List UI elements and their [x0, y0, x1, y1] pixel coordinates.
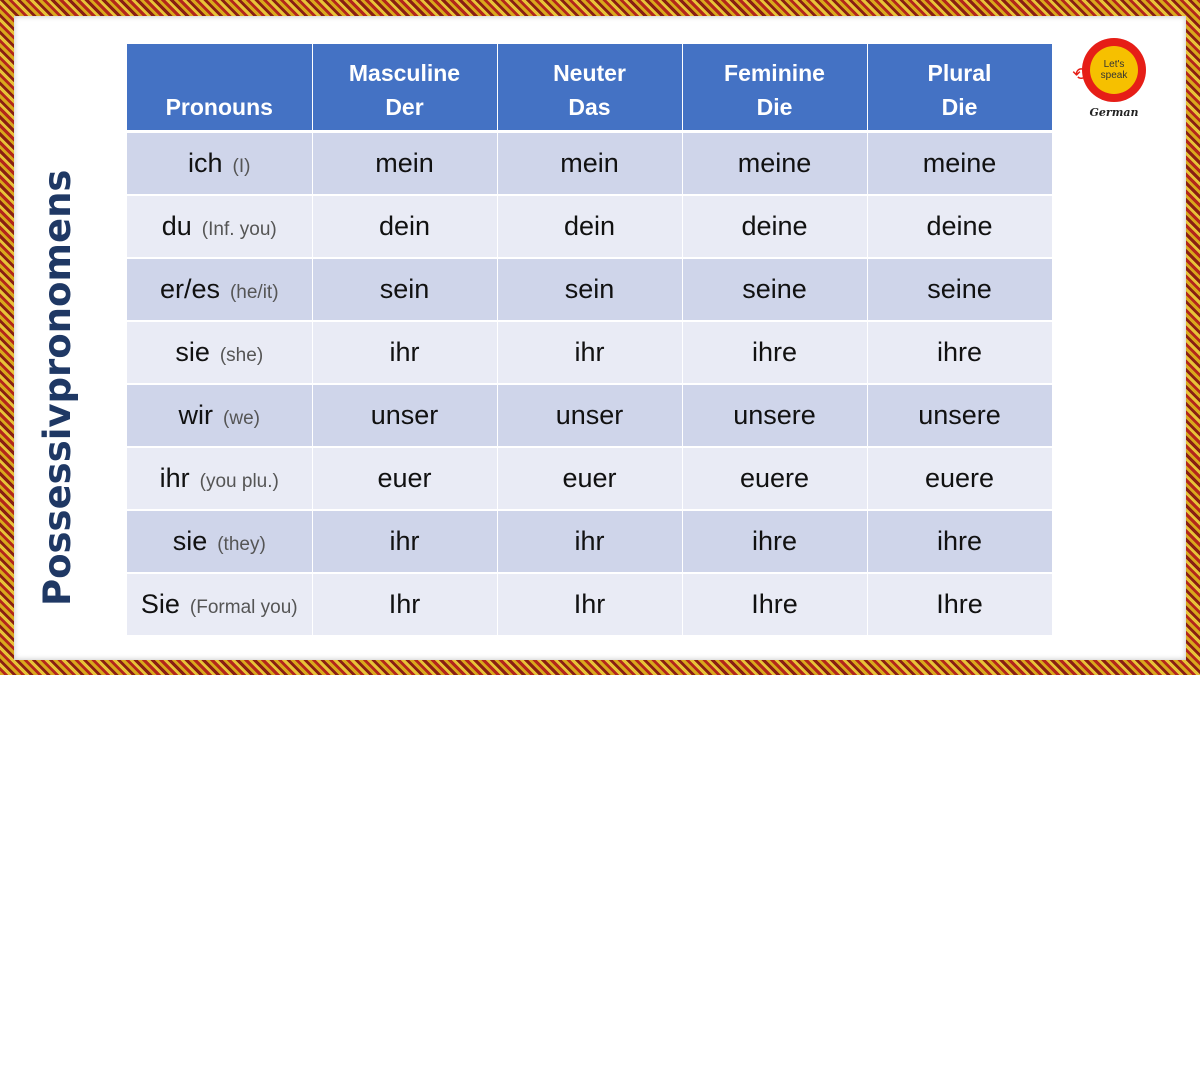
- pronoun-gloss: (we): [223, 408, 260, 429]
- masc-cell: sein: [312, 258, 497, 321]
- table-row: [127, 258, 1052, 321]
- vertical-title: [36, 169, 79, 1086]
- pronoun: sie: [175, 337, 210, 367]
- pronoun-gloss: (you plu.): [199, 471, 279, 492]
- table-row: [127, 132, 1052, 196]
- fem-cell: Ihre: [682, 573, 867, 636]
- pronoun-cell: [127, 321, 312, 384]
- masc-cell: euer: [312, 447, 497, 510]
- table-row: [127, 321, 1052, 384]
- pronoun-gloss: (Inf. you): [201, 219, 277, 240]
- table-row: [127, 447, 1052, 510]
- plural-cell: ihre: [867, 510, 1052, 573]
- pronoun: ich: [188, 148, 223, 178]
- masc-cell: ihr: [312, 321, 497, 384]
- plural-cell: unsere: [867, 384, 1052, 447]
- neut-cell: dein: [497, 195, 682, 258]
- fem-cell: seine: [682, 258, 867, 321]
- logo-caption: German: [1089, 106, 1139, 119]
- pronoun-cell: [127, 447, 312, 510]
- plural-cell: Ihre: [867, 573, 1052, 636]
- masc-cell: dein: [312, 195, 497, 258]
- fem-cell: ihre: [682, 321, 867, 384]
- header-plural: Plural Die: [867, 44, 1052, 132]
- pronoun-cell: [127, 573, 312, 636]
- pronoun-cell: [127, 132, 312, 196]
- pronoun: sie: [172, 526, 208, 556]
- neut-cell: unser: [497, 384, 682, 447]
- fem-cell: unsere: [682, 384, 867, 447]
- plural-cell: deine: [867, 195, 1052, 258]
- neut-cell: ihr: [497, 321, 682, 384]
- plural-cell: seine: [867, 258, 1052, 321]
- table-header-row: [127, 44, 1052, 132]
- pronoun-gloss: (she): [219, 345, 264, 366]
- pronoun-cell: [127, 510, 312, 573]
- pronoun-gloss: (he/it): [229, 282, 279, 303]
- pronoun: du: [161, 211, 192, 241]
- neut-cell: Ihr: [497, 573, 682, 636]
- masc-cell: ihr: [312, 510, 497, 573]
- lets-speak-german-logo: [1072, 36, 1152, 136]
- plural-cell: ihre: [867, 321, 1052, 384]
- fem-cell: meine: [682, 132, 867, 196]
- pronoun-gloss: (they): [217, 534, 266, 555]
- plural-cell: meine: [867, 132, 1052, 196]
- logo-inner: Let's speak: [1090, 46, 1138, 94]
- table-row: [127, 195, 1052, 258]
- table-row: [127, 384, 1052, 447]
- pronoun-cell: [127, 195, 312, 258]
- neut-cell: euer: [497, 447, 682, 510]
- fem-cell: ihre: [682, 510, 867, 573]
- pronoun: wir: [178, 400, 214, 430]
- masc-cell: unser: [312, 384, 497, 447]
- neut-cell: mein: [497, 132, 682, 196]
- neut-cell: sein: [497, 258, 682, 321]
- pronoun-gloss: (Formal you): [189, 597, 298, 618]
- header-masculine: Masculine Der: [312, 44, 497, 132]
- pronoun-cell: [127, 384, 312, 447]
- pronoun-cell: [127, 258, 312, 321]
- pronoun: ihr: [159, 463, 190, 493]
- neut-cell: ihr: [497, 510, 682, 573]
- header-feminine: Feminine Die: [682, 44, 867, 132]
- header-pronouns: Pronouns: [127, 44, 312, 132]
- pronoun: Sie: [140, 589, 180, 619]
- table-row: [127, 573, 1052, 636]
- possessive-pronouns-table: [127, 44, 1053, 637]
- header-neuter: Neuter Das: [497, 44, 682, 132]
- page-title: Possessivpronomens: [36, 169, 79, 606]
- fem-cell: deine: [682, 195, 867, 258]
- table-row: [127, 510, 1052, 573]
- pronoun: er/es: [159, 274, 220, 304]
- masc-cell: mein: [312, 132, 497, 196]
- fem-cell: euere: [682, 447, 867, 510]
- masc-cell: Ihr: [312, 573, 497, 636]
- slide: [14, 16, 1186, 660]
- circular-arrow-icon: ⟲: [1072, 64, 1088, 84]
- plural-cell: euere: [867, 447, 1052, 510]
- pronoun-gloss: (I): [232, 156, 251, 177]
